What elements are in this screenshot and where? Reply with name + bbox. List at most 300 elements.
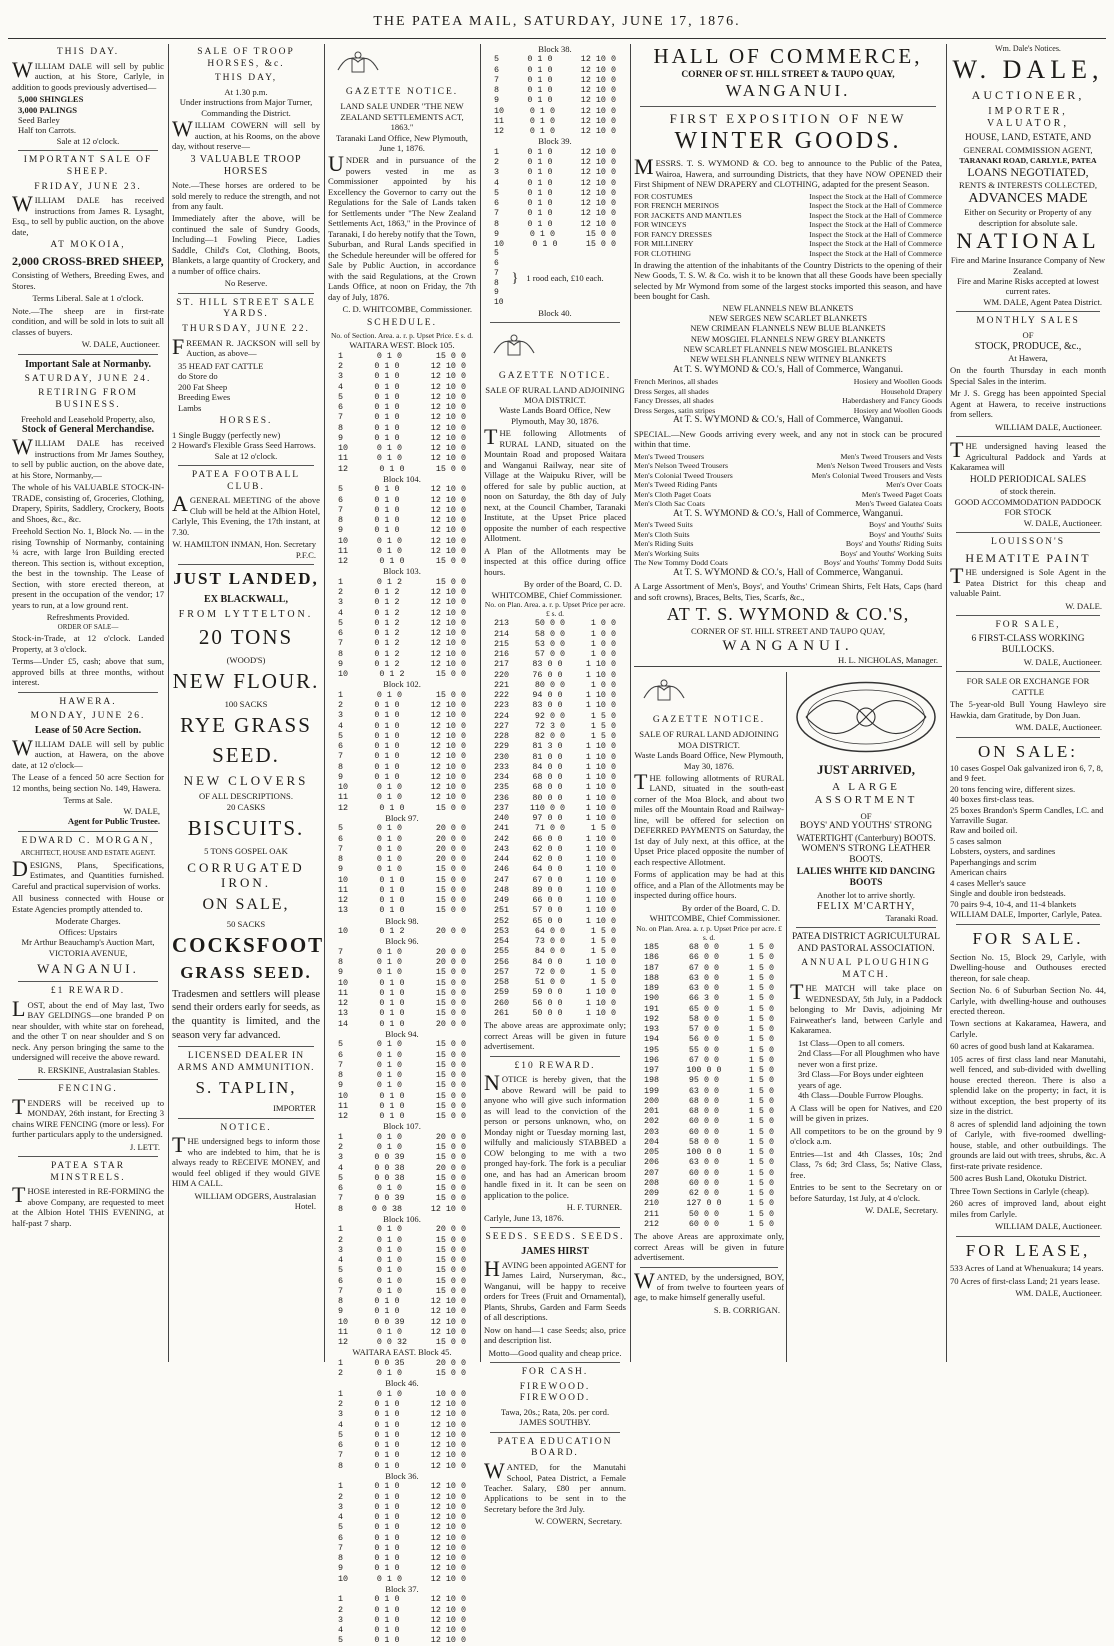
table-cell: 12 10 0 (430, 1399, 466, 1410)
table-cell: 0 1 0 (376, 967, 402, 978)
table-cell: 20 0 0 (435, 1224, 466, 1235)
table-cell: 3 (338, 1409, 344, 1420)
list-row (634, 558, 942, 568)
table-cell: 15 0 0 (435, 905, 466, 916)
separator (178, 293, 314, 294)
table-cell: 8 (338, 1296, 344, 1307)
table-cell: 0 1 0 (374, 1542, 400, 1553)
separator (956, 615, 1100, 616)
table-row (328, 792, 476, 802)
ad-text: WILLIAM COWERN will sell by auction, at his Rooms, on the above day, without reserve— (172, 116, 320, 152)
table-row (484, 116, 626, 126)
table-cell: 8 (338, 1203, 344, 1214)
table-row (328, 1625, 476, 1635)
table-cell: 243 (494, 843, 510, 854)
table-cell: 244 (494, 854, 510, 865)
table-cell: 6 (338, 833, 344, 844)
table-cell: 0 1 0 (374, 381, 400, 392)
table-cell: 0 1 0 (527, 208, 553, 219)
ad-text: THE following Allotments of RURAL LAND, situated on the Mountain Road and proposed Waitara and Wanganui Railway, near site of Village at the Waipuku River, will be offered for sale by public auction, at noon on Saturday, the 8th day of July next, at the Council Chamber, Taranaki Institute, at the Upset Price placed opposite the number of each respective Allotment. (484, 424, 626, 544)
table-cell: 0 1 0 (379, 802, 405, 813)
table-cell: 1 10 0 (585, 854, 616, 865)
signature: C. D. WHITCOMBE, Commissioner. (342, 304, 472, 315)
table-cell: 12 10 0 (430, 1614, 466, 1625)
table-row (484, 895, 626, 905)
table-cell: 12 10 0 (430, 1419, 466, 1430)
table-row (484, 106, 626, 116)
table-cell: 0 1 0 (374, 1635, 400, 1646)
table-row (484, 711, 626, 721)
list-item: Breeding Ewes (178, 392, 231, 403)
table-cell: 4 (338, 381, 344, 392)
item-list (172, 361, 320, 413)
table-cell: 12 10 0 (430, 700, 466, 711)
list-row (634, 406, 942, 416)
table-cell: 15 0 0 (435, 463, 466, 474)
ad-text: Terms at Sale. (63, 795, 113, 806)
ad-text: Terms—Under £5, cash; above that sum, approved bills at three months, without interest. (12, 656, 164, 688)
lot-number: 5 (494, 249, 499, 259)
table-cell: 6 (494, 64, 500, 75)
table-cell: 1 10 0 (585, 813, 616, 824)
list-item: 3,000 PALINGS (18, 104, 78, 115)
table-cell: 1 5 0 (748, 1024, 774, 1035)
table-row (328, 382, 476, 392)
list-item: Section No. 15, Block 29, Carlyle, with Dwelling-house and Outhouses erected thereon, for sale cheap. (950, 951, 1106, 983)
table-row (634, 1014, 784, 1024)
ad-subheading: FROM LYTTELTON. (178, 609, 314, 620)
table-cell: 0 1 0 (376, 350, 402, 361)
table-cell: 9 (338, 864, 344, 875)
table-cell: 0 1 0 (379, 998, 405, 1009)
separator (178, 1118, 314, 1119)
table-cell: 84 0 0 (534, 946, 566, 957)
table-cell: 216 (494, 649, 510, 660)
table-row (484, 741, 626, 751)
ad-heading: Important Sale at Normanby. (24, 358, 152, 370)
list-row (634, 239, 942, 249)
table-cell: 8 (338, 854, 344, 865)
table-cell: 0 1 0 (374, 741, 400, 752)
ad-text: The Lease of a fenced 50 acre Section for 12 months, being section No. 149, Hawera. (12, 772, 164, 793)
table-cell: 247 (494, 874, 510, 885)
list-row (634, 480, 942, 490)
table-cell: 12 10 0 (430, 412, 466, 423)
table-cell: 1 5 0 (748, 1136, 774, 1147)
ad-text: Freehold Section No. 1, Block No. — in the rising Township of Normanby, containing ¼ acre, with large Iron Building erected thereon. This section is, without exception, the best in the township. The Lease of Section, with store erected thereon, at present in the occupation of the vendor; 17 years to run, at a low ground rent. (12, 526, 164, 610)
ad-headline: SEED. (212, 742, 280, 767)
table-cell: 2 (338, 1234, 344, 1245)
table-cell: 12 (338, 556, 349, 567)
table-cell: 10 (338, 1090, 349, 1101)
list-item: Inspect the Stock at the Hall of Commerce (809, 239, 942, 248)
table-cell: 0 1 0 (527, 157, 553, 168)
table-row (328, 608, 476, 618)
column-2 (172, 44, 325, 1362)
table-cell: 3 (338, 371, 344, 382)
table-cell: 15 0 0 (435, 1368, 466, 1379)
ad-heading: GAZETTE NOTICE. (345, 87, 459, 98)
table-cell: 0 1 0 (376, 854, 402, 865)
list-item: Men's Nelson Tweed Trousers and Vests (816, 461, 942, 471)
ad-text: Mr Arthur Beauchamp's Auction Mart, (21, 937, 155, 948)
table-row (328, 1296, 476, 1306)
table-row (634, 1137, 784, 1147)
table-row (328, 371, 476, 381)
column-rule (786, 672, 787, 1362)
table-cell: 12 (338, 1111, 349, 1122)
ad-date: MONDAY, JUNE 26. (30, 711, 146, 722)
table-cell: 0 1 0 (376, 823, 402, 834)
table-cell: 1 0 0 (590, 679, 616, 690)
table-cell: 66 0 0 (532, 833, 563, 844)
ad-headline: FIRST EXPOSITION OF NEW (669, 110, 907, 126)
table-row (634, 1219, 784, 1229)
ad-text: Fire and Marine Insurance Company of New Zealand. (950, 255, 1106, 276)
ad-text: Immediately after the above, will be continued the sale of Sundry Goods, Including—1 Fowling Piece, Ladies Saddle, Child's Cot, Clothing, Boots, Blankets, a large quantity of Crockery, and a number of office chairs. (172, 213, 320, 276)
table-cell: 0 1 0 (374, 1429, 400, 1440)
signature: W. COWERN, Secretary. (534, 1516, 622, 1527)
table-row (328, 628, 476, 638)
block-label: Block 98. (385, 915, 419, 926)
table-cell: 12 10 0 (430, 648, 466, 659)
table-cell: 0 1 0 (527, 198, 553, 209)
table-row (484, 157, 626, 167)
table-cell: 0 1 0 (374, 1491, 400, 1502)
table-row (484, 834, 626, 844)
table-row (484, 977, 626, 987)
table-cell: 10 (338, 977, 349, 988)
table-cell: 0 1 0 (376, 1275, 402, 1286)
table-row (484, 618, 626, 628)
ad-text: Entries to be sent to the Secretary on or before Saturday, 1st July, at 4 o'clock. (790, 1182, 942, 1203)
table-cell: 5 (338, 823, 344, 834)
ad-subheading: IMPORTER, VALUATOR, (987, 106, 1069, 130)
table-row (328, 638, 476, 648)
table-row (634, 1055, 784, 1065)
separator (956, 671, 1100, 672)
ad-text: Now on hand—1 case Seeds; also, price and description list. (484, 1324, 626, 1346)
table-cell: 62 0 0 (532, 843, 563, 854)
ad-headline: HALL OF COMMERCE, (653, 44, 923, 68)
table-cell: 15 0 0 (435, 1285, 466, 1296)
table-row (484, 700, 626, 710)
ad-date: THIS DAY, (214, 73, 278, 84)
table-cell: 6 (338, 494, 344, 505)
ad-text: SPECIAL.—New Goods arriving every week, and any not in stock can be procured within that time. (634, 428, 942, 450)
table-cell: 12 10 0 (430, 1532, 466, 1543)
table-row (634, 1004, 784, 1014)
table-cell: 251 (494, 905, 510, 916)
table-cell: 1 5 0 (748, 1034, 774, 1045)
table-cell: 2 (338, 1368, 344, 1379)
lot-number: 8 (494, 278, 499, 288)
table-cell: 206 (644, 1157, 660, 1168)
column-rule (324, 44, 325, 1362)
ad-text: Refreshments Provided. (46, 612, 130, 623)
table-row (484, 54, 626, 64)
table-cell: 57 0 0 (532, 905, 563, 916)
list-item: Half ton Carrots. (18, 125, 76, 136)
table-cell: 15 0 0 (435, 689, 466, 700)
table-cell: 0 1 0 (376, 1080, 402, 1091)
table-cell: 1 5 0 (590, 936, 616, 947)
separator (490, 1227, 620, 1228)
table-row (328, 1132, 476, 1142)
table-row (484, 926, 626, 936)
table-cell: 8 (338, 422, 344, 433)
table-cell: 0 1 0 (374, 504, 400, 515)
ad-text: OF (1022, 330, 1034, 341)
list-item: Men's Over Coats (886, 480, 942, 490)
ad-heading: EDWARD C. MORGAN, (21, 835, 155, 846)
column-rule (480, 44, 481, 1362)
allotment-table (634, 942, 784, 1229)
onsale-list (950, 763, 1106, 910)
ad-heading: PATEA DISTRICT AGRICULTURAL AND PASTORAL ASSOCIATION. (792, 932, 940, 954)
separator (634, 666, 942, 667)
table-row (328, 1163, 476, 1173)
table-cell: 0 1 0 (376, 1388, 402, 1399)
table-row (484, 885, 626, 895)
table-cell: 62 0 0 (532, 854, 563, 865)
ad-text: THE MATCH will take place on WEDNESDAY, 5th July, in a Paddock belonging to Mr Davis, adjoining Mr Fairweather's land, between Carlyle and Kakaramea. (790, 979, 942, 1036)
table-cell: 4 (338, 720, 344, 731)
block-label: Block 102. (383, 679, 421, 690)
table-cell: 10 (338, 874, 349, 885)
table-cell: 0 1 0 (527, 85, 553, 96)
table-cell: 9 (338, 771, 344, 782)
table-cell: 1 5 0 (590, 966, 616, 977)
table-cell: 12 10 0 (430, 504, 466, 515)
table-row (484, 864, 626, 874)
ad-headline: FOR SALE. (972, 928, 1084, 948)
table-row (634, 973, 784, 983)
table-row (328, 1070, 476, 1080)
list-item: 40 boxes first-class teas. (950, 794, 1035, 805)
ad-text: RENTS & INTERESTS COLLECTED, (959, 179, 1097, 190)
block-label: Block 36. (385, 1470, 419, 1481)
block-label: Block 97. (385, 812, 419, 823)
table-cell: 7 (338, 946, 344, 957)
table-cell: 60 0 0 (688, 1167, 720, 1178)
ad-text: FREEMAN R. JACKSON will sell by Auction, as above— (172, 333, 320, 359)
table-row (328, 1245, 476, 1255)
list-item: Men's Tweed Suits (634, 520, 693, 530)
table-row (328, 669, 476, 679)
list-item: 25 boxes Brandon's Sperm Candles, I.C. and Yarraville Sugar. (950, 804, 1104, 825)
table-cell: 71 0 0 (534, 823, 566, 834)
ad-headline: JAMES HIRST (521, 1245, 589, 1257)
table-cell: 1 5 0 (748, 1157, 774, 1168)
table-cell: 2 (494, 157, 500, 168)
table-cell: 7 (338, 412, 344, 423)
ad-heading: Lease of 50 Acre Section. (34, 724, 142, 736)
table-cell: 1 10 0 (585, 741, 616, 752)
table-cell: 7 (494, 74, 500, 85)
table-row (328, 1368, 476, 1378)
table-cell: 15 0 0 (435, 669, 466, 680)
top-rule (8, 38, 1106, 39)
list-item: 260 acres of improved land, about eight miles from Carlyle. (950, 1198, 1106, 1219)
list-item: NEW SCARLET FLANNELS NEW MOSGIEL BLANKETS (683, 344, 893, 354)
ad-text: All business connected with House or Estate Agencies promptly attended to. (12, 893, 164, 914)
ad-text: 5 TONS GOSPEL OAK (204, 846, 288, 857)
ad-headline: WINTER GOODS. (674, 127, 902, 154)
ad-text: WILLIAM DALE will sell by public auction, at his Store, Carlyle, in addition to goods previously advertised— (12, 56, 164, 92)
list-item: Boys' and Youths' Riding Suits (845, 539, 942, 549)
table-cell: 12 10 0 (430, 402, 466, 413)
table-cell: 1 (338, 1224, 344, 1235)
table-cell: 0 1 0 (527, 74, 553, 85)
list-item: 4th Class—Double Furrow Ploughs. (798, 1090, 924, 1101)
table-cell: 6 (338, 628, 344, 639)
table-cell: 256 (494, 956, 510, 967)
table-cell: 1 5 0 (748, 1003, 774, 1014)
table-row (634, 1024, 784, 1034)
list-item: Lambs (178, 402, 202, 413)
table-row (634, 1065, 784, 1075)
table-cell: 211 (644, 1208, 660, 1219)
table-cell: 198 (644, 1075, 660, 1086)
table-cell: 1 (338, 576, 344, 587)
table-row (484, 75, 626, 85)
table-cell: 1 0 0 (590, 649, 616, 660)
table-cell: 1 10 0 (585, 895, 616, 906)
table-cell: 213 (494, 618, 510, 629)
ad-text: 533 Acres of Land at Whenuakura; 14 years. (950, 1263, 1104, 1274)
table-cell: 1 5 0 (748, 1013, 774, 1024)
ad-subheading: FIREWOOD. FIREWOOD. (519, 1381, 591, 1404)
table-header: No. of Section. Area. a. r. p. Upset Price. £ s. d. (330, 331, 474, 341)
ad-heading: ST. HILL STREET SALE YARDS. (176, 297, 316, 320)
ad-headline: LOANS NEGOTIATED, (967, 165, 1089, 180)
table-row (328, 772, 476, 782)
signature: WILLIAM DALE, Auctioneer. (995, 421, 1102, 432)
table-row (634, 1168, 784, 1178)
table-row (484, 731, 626, 741)
offer-list (634, 192, 942, 259)
list-item: Men's Nelson Tweed Trousers (634, 461, 729, 471)
table-row (328, 361, 476, 371)
table-cell: 3 (338, 1614, 344, 1625)
table-cell: 0 1 0 (374, 402, 400, 413)
signature: Agent for Public Trustee. (67, 816, 160, 827)
table-cell: 12 10 0 (430, 607, 466, 618)
table-cell: 1 5 0 (748, 942, 774, 953)
table-cell: 0 1 0 (532, 239, 558, 250)
table-cell: 8 (338, 1460, 344, 1471)
table-cell: 257 (494, 966, 510, 977)
table-row (328, 1235, 476, 1245)
table-cell: 0 1 0 (376, 1265, 402, 1276)
list-item: Raw and boiled oil. (950, 825, 1018, 836)
table-cell: 1 (494, 146, 500, 157)
table-row (484, 946, 626, 956)
table-cell: 12 10 0 (580, 64, 616, 75)
table-cell: 0 1 0 (376, 1573, 402, 1584)
table-cell: 5 (338, 1172, 344, 1183)
table-cell: 0 1 0 (376, 453, 402, 464)
ad-text: WOMEN'S STRONG LEATHER (801, 843, 931, 854)
separator (18, 1079, 158, 1080)
table-cell: 20 0 0 (435, 957, 466, 968)
table-row (328, 412, 476, 422)
table-cell: 12 10 0 (430, 1563, 466, 1574)
list-item: do Store do (178, 371, 218, 382)
table-cell: 248 (494, 884, 510, 895)
table-cell: 0 1 0 (374, 1522, 400, 1533)
ad-subheading: 6 FIRST-CLASS WORKING BULLOCKS. (971, 633, 1085, 656)
table-header: No. on Plan. Area. a. r. p. Upset Price per acre. £ s. d. (484, 600, 626, 619)
table-cell: 15 0 0 (435, 977, 466, 988)
table-cell: 0 0 32 (376, 1337, 408, 1348)
table-cell: 10 (494, 105, 505, 116)
signature: W. DALE, Auctioneer. (81, 339, 160, 350)
table-cell: 15 0 0 (435, 1049, 466, 1060)
ad-text: WANTED, for the Manutahi School, Patea District, a Female Teacher. Salary, £80 per annum. Applications to be sent in to the Secretary before the 3rd July. (484, 1458, 626, 1514)
table-row (484, 167, 626, 177)
signature: WILLIAM ODGERS, Australasian Hotel. (194, 1190, 316, 1211)
table-cell: 12 10 0 (580, 157, 616, 168)
table-row (484, 844, 626, 854)
table-cell: 8 (494, 85, 500, 96)
ad-text: AGENERAL MEETING of the above Club will be held at the Albion Hotel, Carlyle, This Evening, the 17th instant, at 7.30. (172, 491, 320, 537)
ad-headline: FOR LEASE, (965, 1240, 1091, 1260)
table-cell: 7 (338, 1285, 344, 1296)
table-cell: 12 10 0 (430, 494, 466, 505)
table-cell: 3 (338, 1244, 344, 1255)
table-cell: 0 1 0 (374, 751, 400, 762)
table-cell: 10 (338, 443, 349, 454)
ad-text: BOYS' AND YOUTHS' STRONG (799, 821, 933, 832)
table-cell: 15 0 0 (435, 1111, 466, 1122)
column-5-lower (634, 672, 784, 1362)
ad-text: Forms of application may be had at this office, and a Plan of the Allotments may be inspected during office hours. (634, 869, 784, 901)
table-cell: 0 1 0 (376, 1049, 402, 1060)
table-row (328, 525, 476, 535)
ad-text: THE undersigned begs to inform those who are indebted to him, that he is always ready to RECEIVE MONEY, and would feel obliged if they would GIVE HIM A CALL. (172, 1132, 320, 1189)
separator (490, 322, 620, 323)
table-cell: 12 10 0 (430, 628, 466, 639)
table-row (328, 885, 476, 895)
ad-text: Taranaki Land Office, New Plymouth, June 1, 1876. (336, 132, 468, 153)
ad-subheading: STOCK, PRODUCE, &c., (974, 340, 1082, 352)
table-cell: 1 (338, 1481, 344, 1492)
table-cell: 224 (494, 710, 510, 721)
ad-heading: HAWERA. (59, 696, 117, 707)
block-label: Block 96. (385, 936, 419, 947)
table-cell: 0 1 0 (379, 895, 405, 906)
ad-text: Waste Lands Board Office, New Plymouth, May 30, 1876. (499, 405, 611, 426)
table-cell: 15 0 0 (435, 1090, 466, 1101)
table-cell: 0 1 0 (374, 730, 400, 741)
table-row (484, 793, 626, 803)
column-rule (630, 44, 631, 1362)
list-row (634, 249, 942, 259)
coat-of-arms-icon (634, 676, 694, 706)
table-cell: 12 10 0 (430, 761, 466, 772)
table-row (328, 1492, 476, 1502)
list-item: Seed Barley (18, 115, 60, 125)
table-cell: 15 0 0 (435, 998, 466, 1009)
table-cell: 12 10 0 (580, 54, 616, 65)
table-row (328, 464, 476, 474)
table-cell: 110 0 0 (529, 802, 566, 813)
list-item: Men's Cloth Suits (634, 529, 690, 539)
table-cell: 1 10 0 (585, 782, 616, 793)
ad-note: Note.—The sheep are in first-rate condition, and will be sold in lots to suit all classes of buyers. (12, 305, 164, 337)
